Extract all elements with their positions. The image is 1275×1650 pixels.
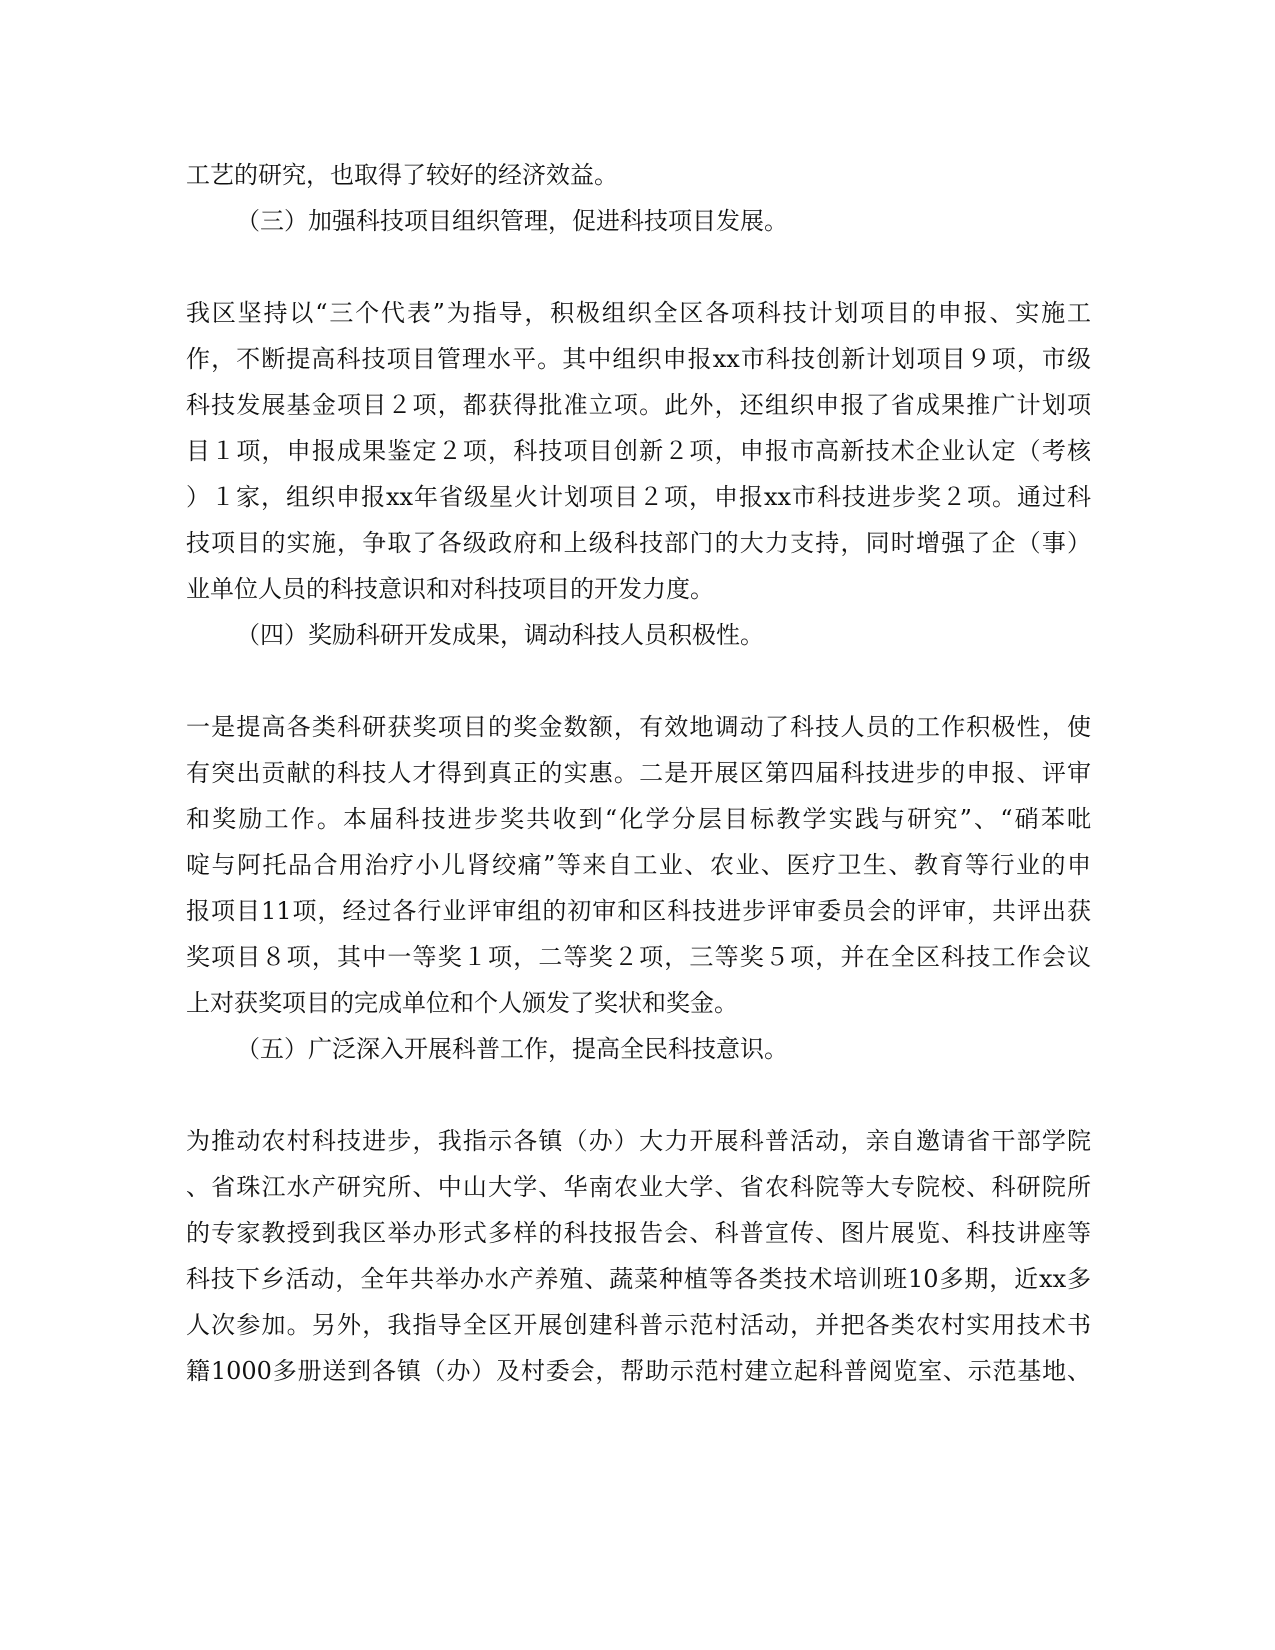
section-5-heading: （五）广泛深入开展科普工作，提高全民科技意识。: [236, 1035, 788, 1063]
intro-paragraph-line: 工艺的研究，也取得了较好的经济效益。: [186, 161, 618, 189]
paragraph-line: 奖项目８项，其中一等奖１项，二等奖２项，三等奖５项，并在全区科技工作会议: [186, 943, 1091, 971]
paragraph-line: ）１家，组织申报xx年省级星火计划项目２项，申报xx市科技进步奖２项。通过科: [186, 483, 1091, 511]
paragraph-line: 和奖励工作。本届科技进步奖共收到“化学分层目标教学实践与研究”、“硝苯吡: [186, 805, 1091, 833]
paragraph-line: 目１项，申报成果鉴定２项，科技项目创新２项，申报市高新技术企业认定（考核: [186, 437, 1091, 465]
paragraph-line: 一是提高各类科研获奖项目的奖金数额，有效地调动了科技人员的工作积极性，使: [186, 713, 1091, 741]
section-4-heading: （四）奖励科研开发成果，调动科技人员积极性。: [236, 621, 764, 649]
paragraph-line: 技项目的实施，争取了各级政府和上级科技部门的大力支持，同时增强了企（事）: [186, 529, 1091, 557]
paragraph-line: 科技发展基金项目２项，都获得批准立项。此外，还组织申报了省成果推广计划项: [186, 391, 1091, 419]
paragraph-line: 有突出贡献的科技人才得到真正的实惠。二是开展区第四届科技进步的申报、评审: [186, 759, 1091, 787]
paragraph-line: 我区坚持以“三个代表”为指导，积极组织全区各项科技计划项目的申报、实施工: [186, 299, 1091, 327]
paragraph-line: 人次参加。另外，我指导全区开展创建科普示范村活动，并把各类农村实用技术书: [186, 1311, 1091, 1339]
section-3-heading: （三）加强科技项目组织管理，促进科技项目发展。: [236, 207, 788, 235]
paragraph-line: 科技下乡活动，全年共举办水产养殖、蔬菜种植等各类技术培训班10多期，近xx多: [186, 1265, 1091, 1293]
paragraph-line: 、省珠江水产研究所、中山大学、华南农业大学、省农科院等大专院校、科研院所: [186, 1173, 1091, 1201]
paragraph-line: 的专家教授到我区举办形式多样的科技报告会、科普宣传、图片展览、科技讲座等: [186, 1219, 1091, 1247]
paragraph-line: 籍1000多册送到各镇（办）及村委会，帮助示范村建立起科普阅览室、示范基地、: [186, 1357, 1091, 1385]
paragraph-line: 啶与阿托品合用治疗小儿肾绞痛”等来自工业、农业、医疗卫生、教育等行业的申: [186, 851, 1091, 879]
paragraph-line: 作，不断提高科技项目管理水平。其中组织申报xx市科技创新计划项目９项，市级: [186, 345, 1091, 373]
paragraph-line: 业单位人员的科技意识和对科技项目的开发力度。: [186, 575, 714, 603]
paragraph-line: 报项目11项，经过各行业评审组的初审和区科技进步评审委员会的评审，共评出获: [186, 897, 1091, 925]
paragraph-line: 为推动农村科技进步，我指示各镇（办）大力开展科普活动，亲自邀请省干部学院: [186, 1127, 1091, 1155]
paragraph-line: 上对获奖项目的完成单位和个人颁发了奖状和奖金。: [186, 989, 738, 1017]
